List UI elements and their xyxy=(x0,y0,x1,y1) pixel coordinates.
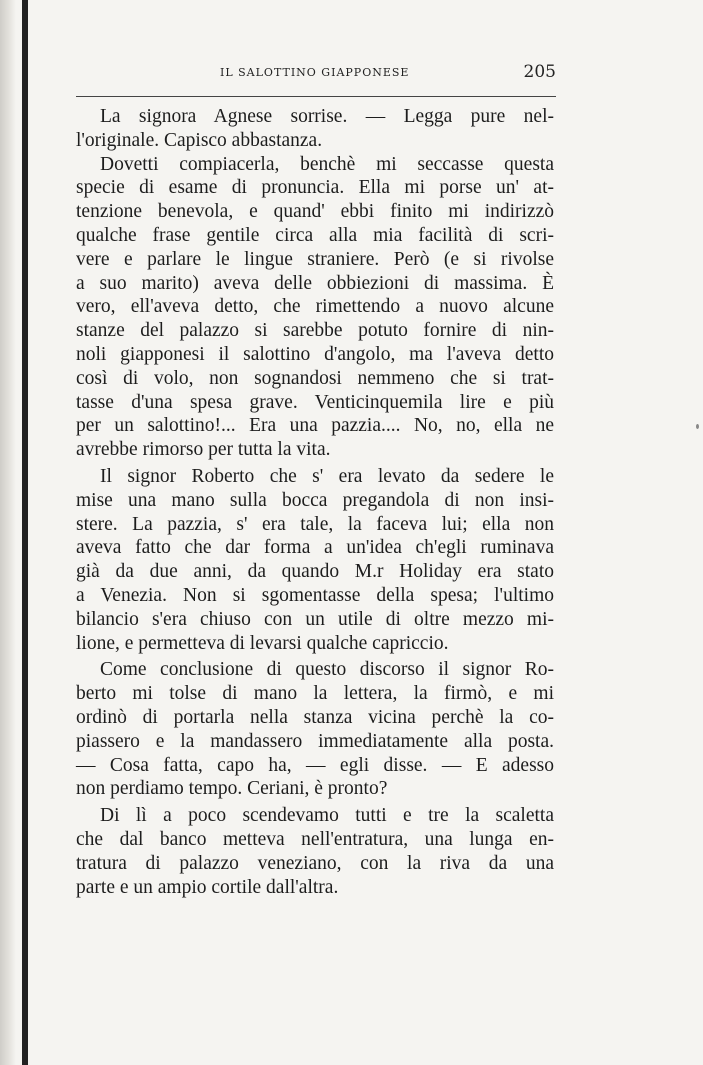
paragraph xyxy=(76,465,554,655)
text-line: lione, e permetteva di levarsi qualche capriccio. xyxy=(76,632,449,654)
paragraph xyxy=(76,153,554,462)
text-line: stanze del palazzo si sarebbe potuto fornire di nin- xyxy=(76,320,554,342)
text-line: specie di esame di pronuncia. Ella mi porse un' at- xyxy=(76,177,554,199)
text-line: non perdiamo tempo. Ceriani, è pronto? xyxy=(76,778,388,800)
text-line: a suo marito) aveva delle obbiezioni di massima. È xyxy=(76,272,554,294)
page-number: 205 xyxy=(523,62,556,82)
text-line: vere e parlare le lingue straniere. Però (e si rivolse xyxy=(76,248,554,270)
body-text xyxy=(76,105,554,899)
text-line: bilancio s'era chiuso con un utile di oltre mezzo mi- xyxy=(76,608,554,630)
text-line: così di volo, non sognandosi nemmeno che si trat- xyxy=(76,367,554,389)
paragraph xyxy=(76,658,554,801)
page-header xyxy=(76,60,556,88)
text-line: mise una mano sulla bocca pregandola di non insi- xyxy=(76,489,554,511)
text-line: Come conclusione di questo discorso il signor Ro- xyxy=(100,659,554,681)
text-line: qualche frase gentile circa alla mia facilità di scri- xyxy=(76,224,554,246)
binding-edge xyxy=(22,0,28,1065)
text-line: tratura di palazzo veneziano, con la riva da una xyxy=(76,852,554,874)
paragraph xyxy=(76,804,554,899)
text-line: La signora Agnese sorrise. — Legga pure nel- xyxy=(100,106,554,127)
text-line: vero, ell'aveva detto, che rimettendo a nuovo alcune xyxy=(76,296,554,318)
text-line: Il signor Roberto che s' era levato da sedere le xyxy=(100,465,554,487)
text-line: Dovetti compiacerla, benchè mi seccasse questa xyxy=(100,153,554,175)
text-line: avrebbe rimorso per tutta la vita. xyxy=(76,439,331,461)
paper-speck xyxy=(696,424,699,429)
text-line: tenzione benevola, e quand' ebbi finito mi indirizzò xyxy=(76,201,554,223)
text-line: piassero e la mandassero immediatamente alla posta. xyxy=(76,730,554,752)
text-line: noli giapponesi il salottino d'angolo, ma l'aveva detto xyxy=(76,343,554,365)
text-line: per un salottino!... Era una pazzia.... No, no, ella ne xyxy=(76,415,554,437)
running-head: IL SALOTTINO GIAPPONESE xyxy=(220,66,410,79)
text-line: berto mi tolse di mano la lettera, la firmò, e mi xyxy=(76,683,554,705)
text-line: aveva fatto che dar forma a un'idea ch'egli ruminava xyxy=(76,537,554,559)
text-line: ordinò di portarla nella stanza vicina perchè la co- xyxy=(76,706,554,728)
text-line: a Venezia. Non si sgomentasse della spesa; l'ultimo xyxy=(76,584,554,606)
header-rule xyxy=(76,96,556,97)
text-line: l'originale. Capisco abbastanza. xyxy=(76,129,323,151)
text-line: Di lì a poco scendevamo tutti e tre la scaletta xyxy=(100,805,554,827)
paragraph xyxy=(76,105,554,153)
text-line: che dal banco metteva nell'entratura, una lunga en- xyxy=(76,828,554,850)
text-line: tasse d'una spesa grave. Venticinquemila lire e più xyxy=(76,391,554,413)
page-spine-shadow xyxy=(0,0,16,1065)
text-line: — Cosa fatta, capo ha, — egli disse. — E adesso xyxy=(76,754,554,776)
text-line: già da due anni, da quando M.r Holiday era stato xyxy=(76,561,554,583)
text-line: stere. La pazzia, s' era tale, la faceva lui; ella non xyxy=(76,513,554,535)
text-line: parte e un ampio cortile dall'altra. xyxy=(76,876,339,898)
